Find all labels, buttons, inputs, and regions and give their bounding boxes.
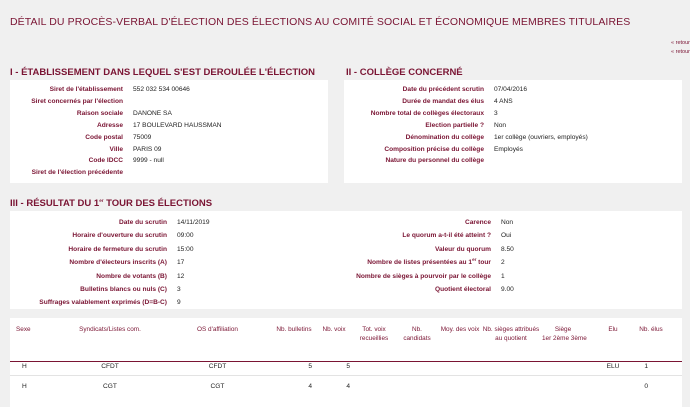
row-divider <box>10 375 682 376</box>
cell-elu: ELU <box>606 363 620 370</box>
section-1-fields <box>10 84 222 179</box>
field-label: Durée de mandat des élus <box>402 97 484 105</box>
col-header-siege <box>542 326 587 343</box>
cell-sexe: H <box>22 363 27 370</box>
field-row <box>10 283 210 296</box>
field-row <box>344 283 514 296</box>
field-row <box>10 108 222 120</box>
field-label: Carence <box>464 219 491 226</box>
field-value: 3 <box>494 109 498 117</box>
col-header-elu: Elu <box>608 326 618 333</box>
field-row <box>344 216 514 229</box>
field-label: Horaire de fermeture du scrutin <box>68 245 167 253</box>
field-label-sup: er <box>472 257 477 263</box>
field-label: Nombre de votants (B) <box>96 272 167 280</box>
field-value: 17 <box>177 259 185 267</box>
field-label: Adresse <box>96 121 123 129</box>
field-label: Valeur du quorum <box>434 245 491 253</box>
field-value: 75009 <box>133 133 152 141</box>
field-row <box>344 84 588 96</box>
field-label <box>344 256 501 269</box>
field-label: Composition précise du collège <box>384 145 484 153</box>
field-label: Quotient électoral <box>434 286 491 294</box>
field-value: 552 032 534 00646 <box>133 86 190 93</box>
field-value: 12 <box>177 272 185 280</box>
field-label: Nombre total de collèges électoraux <box>370 109 484 117</box>
field-label: Raison sociale <box>76 109 123 117</box>
siege-sublabel: 1er 2ème 3ème <box>542 334 587 342</box>
field-value: PARIS 09 <box>133 145 162 153</box>
field-row <box>344 108 588 120</box>
col-header-tot-voix: Tot. voix recueillies <box>359 326 389 342</box>
field-value: 9 <box>177 299 181 307</box>
siege-label: Siège <box>554 326 572 333</box>
cell-voix: 5 <box>346 363 350 370</box>
cell-syndicat: CGT <box>103 383 117 390</box>
field-row <box>10 216 210 229</box>
cell-bulletins: 4 <box>308 383 312 390</box>
field-label: Nombre de sièges à pourvoir par le collège <box>356 272 491 280</box>
section-2-title: II - COLLÈGE CONCERNÉ <box>346 67 463 78</box>
field-label: Code postal <box>85 133 123 141</box>
field-label: Le quorum a-t-il été atteint ? <box>402 232 491 240</box>
field-row <box>344 96 588 108</box>
field-row <box>344 132 588 144</box>
field-label: Suffrages valablement exprimés (D=B-C) <box>39 299 167 307</box>
field-row <box>10 243 210 256</box>
field-value: 1 <box>501 272 505 280</box>
field-label: Date du précédent scrutin <box>402 86 484 93</box>
cell-syndicat: CFDT <box>101 363 119 370</box>
field-row <box>344 229 514 242</box>
field-label: Code IDCC <box>88 157 123 165</box>
cell-nb-elus: 0 <box>644 383 648 390</box>
results-table <box>10 318 682 407</box>
field-label-text: tour <box>476 259 491 267</box>
field-value: 9.00 <box>501 286 514 294</box>
col-header-sexe: Sexe <box>16 326 31 333</box>
section-3-right-fields <box>344 216 514 296</box>
field-row <box>344 243 514 256</box>
field-row <box>344 256 514 269</box>
field-row <box>10 96 222 108</box>
field-label: Dénomination du collège <box>405 133 484 141</box>
field-value: 17 BOULEVARD HAUSSMAN <box>133 121 222 129</box>
field-value: 14/11/2019 <box>177 219 210 226</box>
field-row <box>344 155 588 167</box>
field-label: Ville <box>109 145 123 153</box>
col-header-nb-sieges: Nb. sièges attribués au quotient <box>482 326 540 342</box>
field-row <box>344 270 514 283</box>
field-value: 07/04/2016 <box>494 86 528 93</box>
field-label: Siret de l'établissement <box>49 86 123 93</box>
field-label: Nombre d'électeurs inscrits (A) <box>69 259 167 267</box>
cell-voix: 4 <box>346 383 350 390</box>
field-value: DANONE SA <box>133 109 172 117</box>
col-header-moy-voix: Moy. des voix <box>440 326 480 333</box>
col-header-os: OS d'affiliation <box>197 326 238 333</box>
retour-link[interactable]: « retour <box>671 40 690 46</box>
section-3-title-text: III - RÉSULTAT DU 1 <box>10 198 100 209</box>
col-header-nb-voix: Nb. voix <box>322 326 346 333</box>
retour-link[interactable]: « retour <box>671 49 690 55</box>
section-1-title: I - ÉTABLISSEMENT DANS LEQUEL S'EST DEROULÉE L'ÉLECTION <box>10 67 316 78</box>
field-value: 2 <box>501 259 505 267</box>
field-value: 9999 - null <box>133 157 164 165</box>
section-3-title <box>10 198 212 209</box>
field-row <box>10 120 222 132</box>
field-row <box>10 84 222 96</box>
col-header-nb-bulletins: Nb. bulletins <box>276 326 312 333</box>
field-label-text: Nombre de listes présentées au 1 <box>367 259 473 267</box>
field-row <box>10 155 222 167</box>
cell-bulletins: 5 <box>308 363 312 370</box>
field-label: Siret de l'élection précédente <box>31 169 123 177</box>
section-2-fields <box>344 84 588 167</box>
field-row <box>10 132 222 144</box>
field-value: 15:00 <box>177 245 194 253</box>
field-value: 09:00 <box>177 232 194 240</box>
field-value: 3 <box>177 286 181 294</box>
field-value: Oui <box>501 232 512 240</box>
field-row <box>10 167 222 179</box>
field-row <box>10 144 222 156</box>
page-title: DÉTAIL DU PROCÈS-VERBAL D'ÉLECTION DES ÉLECTIONS AU COMITÉ SOCIAL ET ÉCONOMIQUE MEMBRES TITULAIRES <box>10 16 631 28</box>
cell-nb-elus: 1 <box>644 363 648 370</box>
field-value: Non <box>501 219 514 226</box>
field-label: Bulletins blancs ou nuls (C) <box>80 286 167 294</box>
section-3-title-text: TOUR DES ÉLECTIONS <box>103 198 213 209</box>
section-3-left-fields <box>10 216 210 310</box>
field-row <box>344 144 588 156</box>
field-value: Employés <box>494 145 523 153</box>
field-row <box>10 256 210 269</box>
section-3-title-sup: er <box>99 197 104 203</box>
cell-os: CFDT <box>208 363 227 370</box>
field-label: Election partielle ? <box>425 121 484 129</box>
col-header-syndicats: Syndicats/Listes com. <box>79 326 141 333</box>
header-divider <box>10 361 682 362</box>
field-row <box>10 270 210 283</box>
field-value: 1er collège (ouvriers, employés) <box>494 133 588 141</box>
cell-os: CGT <box>210 383 225 390</box>
cell-sexe: H <box>22 383 27 390</box>
field-value: 4 ANS <box>494 97 513 105</box>
field-value: 8.50 <box>501 245 514 253</box>
field-label: Horaire d'ouverture du scrutin <box>72 232 167 240</box>
field-label: Date du scrutin <box>119 219 167 226</box>
field-row <box>344 120 588 132</box>
field-label: Siret concernés par l'élection <box>31 97 123 105</box>
field-label: Nature du personnel du collège <box>385 157 484 165</box>
field-row <box>10 229 210 242</box>
field-row <box>10 296 210 309</box>
field-value: Non <box>494 121 507 129</box>
col-header-nb-candidats: Nb. candidats <box>403 326 431 342</box>
col-header-nb-elus: Nb. élus <box>639 326 663 333</box>
